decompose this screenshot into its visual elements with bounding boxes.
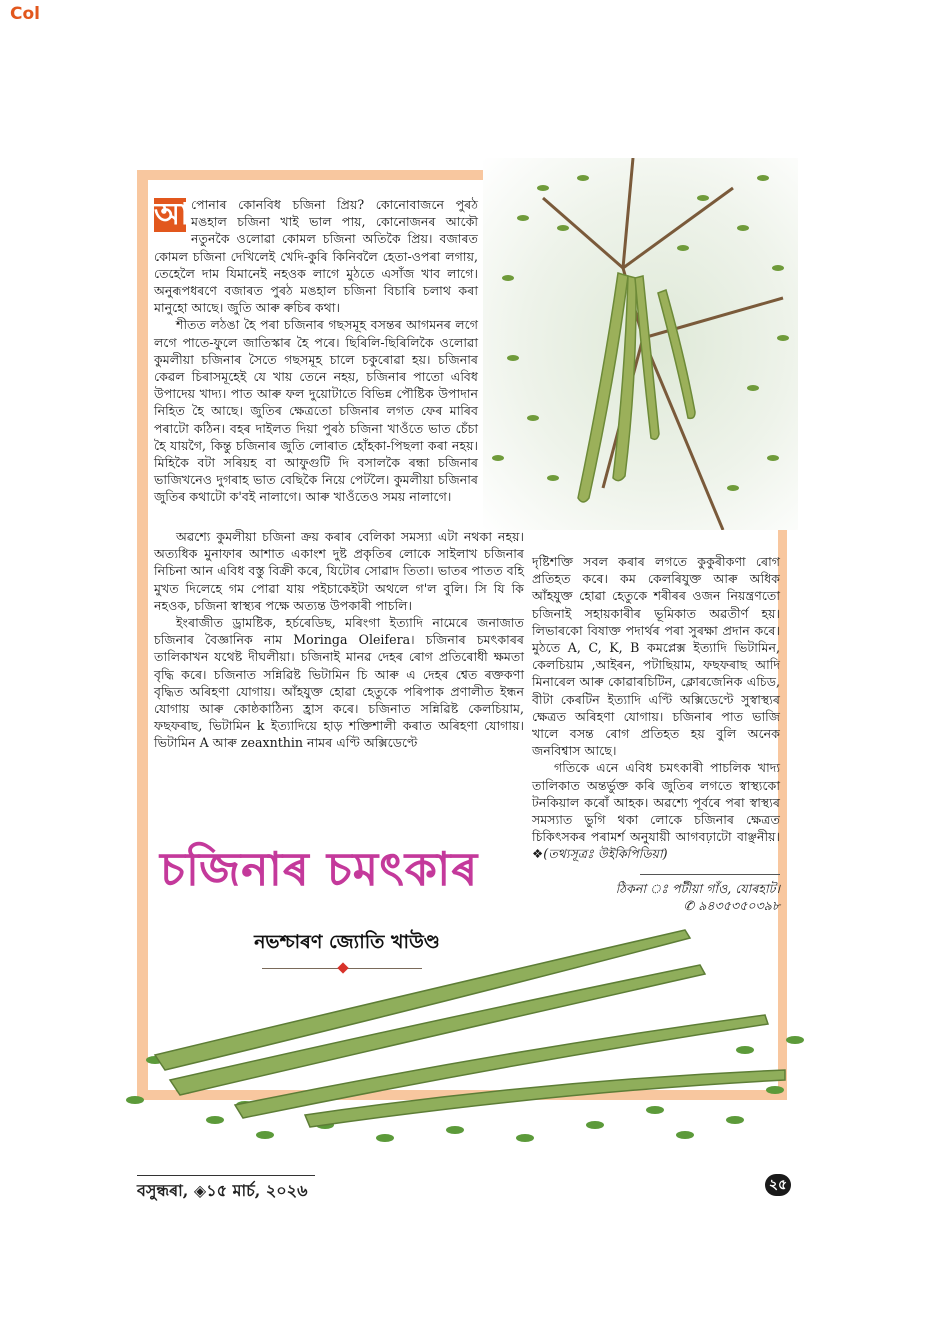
address-line: ঠিকনা ঃ পটীয়া গাঁও, যোৰহাট।	[615, 881, 780, 896]
article-paragraph-1: আ পোনাৰ কোনবিধ চজিনা প্ৰিয়? কোনোবাজনে পুৰঠ মঙহাল চজিনা খাই ভাল পায়, কোনোজনৰ আকৌ নতুনকৈ ওলোৱা কোমল চজিনা অতিকৈ প্ৰিয়। বজাৰত কোমল চজিনা দেখিলেই খেদি-কুৰি কিনিবলৈ হেতা-ওপৰা লগায়, তেহেলৈ দাম যিমানেই নহওক লাগে মুঠতে এসাঁজ খাব লাগে। অনুৰূপধৰণে বজাৰত পুৰঠ মঙহাল চজিনা বিচাৰি চলাথ কৰা মানুহো আছে। জুতি আৰু ৰুচিৰ কথা।	[154, 197, 478, 316]
drumsticks-photo-illustration	[125, 920, 815, 1150]
corner-tag: Col	[10, 4, 40, 24]
signature-divider	[640, 874, 780, 875]
article-column-left-top	[154, 196, 478, 506]
footer-magazine-date: বসুন্ধৰা, ◈১৫ মাৰ্চ, ২০২৬	[137, 1181, 308, 1200]
page-number: ২৫	[765, 1174, 791, 1196]
dropcap-letter: আ	[154, 197, 189, 232]
article-author: নভশ্চাৰণ জ্যোতি খাউণ্ড	[254, 931, 440, 953]
article-paragraph-2: শীতত লঠঙা হৈ পৰা চজিনাৰ গছসমূহ বসন্তৰ আগমনৰ লগে লগে পাতে-ফুলে জাতিস্কাৰ হৈ পৰে। ছিৰিলি-ছিৰিলিকৈ ওলোৱা কুমলীয়া চজিনাৰ সৈতে গছসমূহ চালে চকুৰোৱা হয়। চজিনাৰ কেৱল চিৰাসমূহেই যে খায় তেনে নহয়, চজিনাৰ পাতো এবিধ উপাদেয় খাদ্য। পাত আৰু ফল দুয়োটাতে বিভিন্ন পৌষ্টিক উপাদান নিহিত হৈ আছে। জুতিৰ ক্ষেত্ৰতো চজিনাৰ লগত ফেৰ মাৰিব পৰাটো কঠিন। বহৰ দাইলত দিয়া পুৰঠ চজিনা খাওঁতে ভাত চেঁচা হৈ যায়গৈ, কিন্তু চজিনাৰ জুতি লোৰাত হোঁহকা-পিছলা কৰা নহয়। মিহিকৈ বটা সৰিয়হ বা আফুগুটি দি বসালকৈ ৰন্ধা চজিনাৰ ভাজিখনেও দুগৰাহ ভাত বেছিকৈ নিয়ে পেটলৈ। কুমলীয়া চজিনাৰ জুতিৰ কথাটো ক'বই নালাগে। আৰু খাওঁতেও সময় নালাগে।	[154, 317, 478, 505]
article-title: চজিনাৰ চমৎকাৰ	[160, 842, 479, 896]
moringa-drumsticks-with-leaves-photo	[125, 920, 815, 1150]
article-column-right	[532, 553, 780, 863]
phone-line: ✆ ৯৪৩৫৩৫০৩৯৮	[683, 898, 780, 913]
tree-photo-illustration	[483, 158, 798, 530]
source-credit: (তথ্যসূত্ৰঃ উইকিপিডিয়া)	[543, 846, 668, 862]
article-paragraph-5: দৃষ্টিশক্তি সবল কৰাৰ লগতে কুকুৰীকণা ৰোগ প্ৰতিহত কৰে। কম কেলৰিযুক্ত আৰু অধিক আঁহযুক্ত হোৱা হেতুকে শৰীৰৰ ওজন নিয়ন্ত্ৰণতো চজিনাই সহায়কাৰীৰ ভূমিকাত অৱতীৰ্ণ হয়। লিভাৰকো বিষাক্ত পদাৰ্থৰ পৰা সুৰক্ষা প্ৰদান কৰে। মুঠতে A, C, K, B কমপ্লেক্স ইত্যাদি ভিটামিন, কেলচিয়াম ,আইৰন, পটাছিয়াম, ফছফৰাছ আদি মিনাৰেল আৰু কোৱাৰচিটিন, ক্লোৰজেনিক এচিড, বীটা কেৰটিন ইত্যাদি এণ্টি অক্সিডেণ্টে সুস্বাস্থ্যৰ ক্ষেত্ৰত অৰিহণা যোগায়। চজিনাৰ পাত ভাজি খালে বসন্ত ৰোগ প্ৰতিহত হয় বুলি অনেক জনবিশ্বাস আছে।	[532, 554, 780, 759]
footer-rule	[137, 1175, 315, 1176]
author-address	[532, 880, 780, 914]
article-paragraph-3: অৱশ্যে কুমলীয়া চজিনা ক্ৰয় কৰাৰ বেলিকা সমস্যা এটা নথকা নহয়। অত্যধিক মুনাফাৰ আশাত একাংশ দুষ্ট প্ৰকৃতিৰ লোকে সাইলাখ চজিনাৰ নিচিনা আন এবিধ বস্তু বিক্ৰী কৰে, যিটোৰ সোৱাদ তিতা। ভাতৰ পাতত বহি মুখত দিলেহে গম পোৱা যায় পইচাকেইটা অথলে গ'ল বুলি। সি যি কি নহওক, চজিনা স্বাস্থ্যৰ পক্ষে অত্যন্ত উপকাৰী পাচলি।	[154, 529, 524, 613]
article-paragraph-6: গতিকে এনে এবিধ চমৎকাৰী পাচলিক খাদ্য তালিকাত অন্তৰ্ভুক্ত কৰি জুতিৰ লগতে স্বাস্থ্যকো টনকিয়াল কৰোঁ আহক। অৱশ্যে পূৰ্বৰে পৰা স্বাস্থ্যৰ সমস্যাত ভুগি থকা লোকে চজিনাৰ ক্ষেত্ৰত চিকিৎসকৰ পৰামৰ্শ অনুযায়ী আগবঢ়াটো বাঞ্ছনীয়। ❖(তথ্যসূত্ৰঃ উইকিপিডিয়া)	[532, 760, 780, 862]
article-paragraph-4: ইংৰাজীত ড্ৰামষ্টিক, হৰ্চৰেডিছ, মৰিংগা ইত্যাদি নামেৰে জনাজাত চজিনাৰ বৈজ্ঞানিক নাম Moringa Oleifera। চজিনাৰ চমৎকাৰৰ তালিকাখন যথেষ্ট দীঘলীয়া। চজিনাই মানৱ দেহৰ ৰোগ প্ৰতিৰোধী ক্ষমতা বৃদ্ধি কৰে। চজিনাত সন্নিৱিষ্ট ভিটামিন চি আৰু এ দেহৰ শ্বেত ৰক্তকণা বৃদ্ধিত অৰিহণা যোগায়। আঁহযুক্ত হোৱা হেতুকে পৰিপাক প্ৰণালীত ইন্ধন যোগায় আৰু কোষ্ঠকাঠিন্য হ্ৰাস কৰে। চজিনাত সন্নিৱিষ্ট কেলচিয়াম, ফছফৰাছ, ভিটামিন k ইত্যাদিয়ে হাড় শক্তিশালী কৰাত অৰিহণা যোগায়। ভিটামিন A আৰু zeaxnthin নামৰ এণ্টি অক্সিডেণ্টে	[154, 615, 524, 751]
moringa-pods-on-tree-photo	[483, 158, 798, 530]
article-column-left-bottom	[154, 528, 524, 752]
